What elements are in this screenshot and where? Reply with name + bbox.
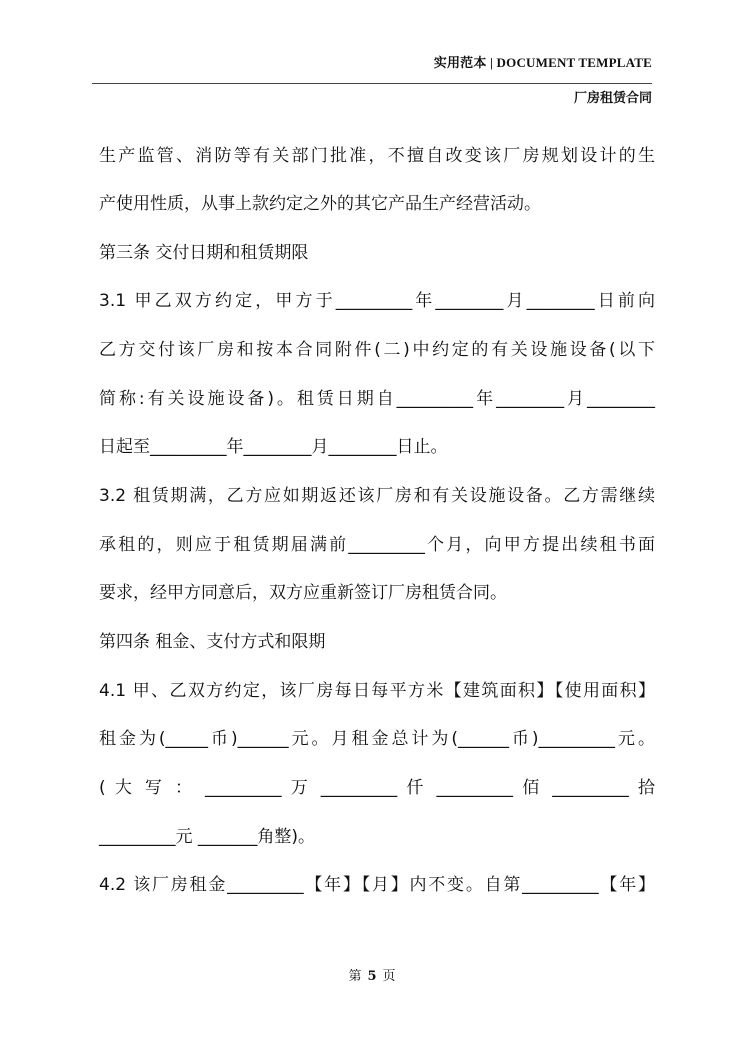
- body-line: ( 大 写 ： _________ 万 _________ 仟 _________ 佰 _________ 拾: [99, 778, 655, 798]
- body-line: 4.2 该厂房租金_________【年】【月】内不变。自第_________【年】: [99, 875, 655, 895]
- body-line: 产使用性质，从事上款约定之外的其它产品生产经营活动。: [99, 194, 541, 214]
- body-line: 乙方交付该厂房和按本合同附件(二)中约定的有关设施设备(以下: [99, 340, 655, 360]
- footer-suffix: 页: [382, 969, 396, 984]
- body-line: 要求，经甲方同意后，双方应重新签订厂房租赁合同。: [99, 583, 507, 603]
- body-line: 4.1 甲、乙双方约定，该厂房每日每平方米【建筑面积】【使用面积】: [99, 681, 655, 701]
- body-line: 简称:有关设施设备)。租赁日期自_________年________月________: [99, 389, 655, 409]
- section-heading: 第四条 租金、支付方式和限期: [99, 632, 326, 652]
- footer-prefix: 第: [348, 969, 362, 984]
- body-line: _________元 _______角整)。: [99, 827, 316, 847]
- body-line: 生产监管、消防等有关部门批准，不擅自改变该厂房规划设计的生: [99, 146, 655, 166]
- body-line: 日起至_________年________月________日止。: [99, 437, 448, 457]
- page-number: 5: [367, 969, 377, 984]
- body-line: 3.1 甲乙双方约定，甲方于_________年________月________日前向: [99, 291, 655, 311]
- body-line: 3.2 租赁期满，乙方应如期返还该厂房和有关设施设备。乙方需继续: [99, 486, 655, 506]
- header-divider: [92, 83, 652, 84]
- body-line: 租金为(_____币)______元。月租金总计为(______币)_________元。: [99, 729, 655, 749]
- page-footer: [0, 965, 744, 984]
- body-line: 承租的，则应于租赁期届满前_________个月，向甲方提出续租书面: [99, 535, 655, 555]
- header-title: 实用范本 | DOCUMENT TEMPLATE: [433, 55, 652, 70]
- section-heading: 第三条 交付日期和租赁期限: [99, 243, 309, 263]
- header-subtitle: 厂房租赁合同: [573, 91, 652, 106]
